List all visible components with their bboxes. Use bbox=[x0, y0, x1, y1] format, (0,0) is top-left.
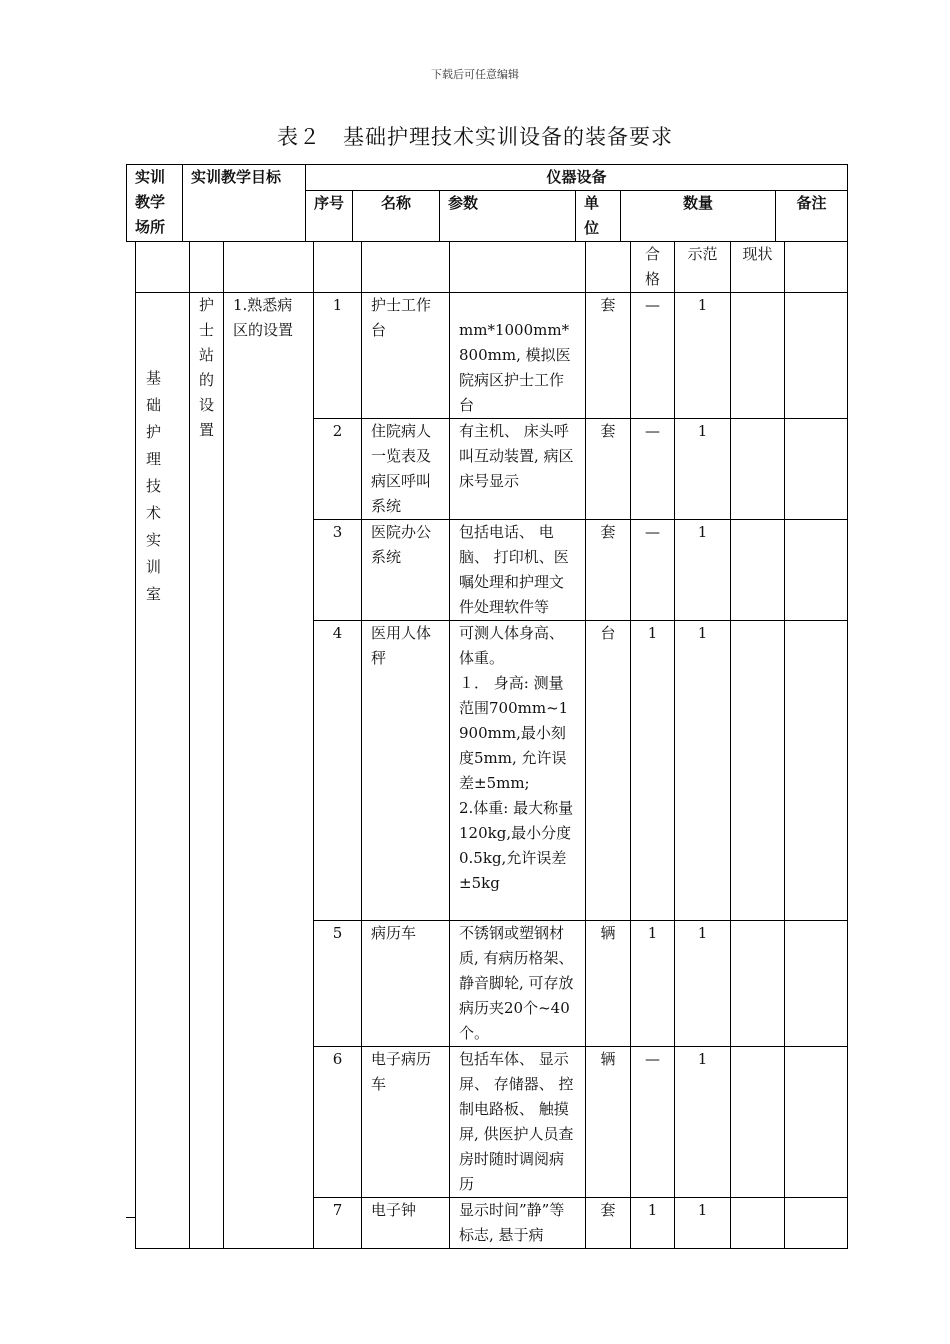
row-seq: 1 bbox=[314, 293, 362, 419]
training-room: 基础护理技术实训室 bbox=[136, 293, 190, 1249]
row-param: 显示时间”静”等标志, 悬于病 bbox=[450, 1198, 586, 1249]
row-remark bbox=[785, 520, 848, 621]
row-name: 病历车 bbox=[362, 921, 450, 1047]
row-demo: 1 bbox=[675, 520, 731, 621]
header-name: 名称 bbox=[353, 191, 440, 242]
row-qualified: 1 bbox=[631, 621, 675, 921]
row-remark bbox=[785, 1198, 848, 1249]
table-row bbox=[136, 293, 848, 419]
row-demo: 1 bbox=[675, 293, 731, 419]
row-qualified: 1 bbox=[631, 1198, 675, 1249]
row-param: 不锈钢或塑钢材质, 有病历格架、 静音脚轮, 可存放病历夹20个~40个。 bbox=[450, 921, 586, 1047]
row-seq: 7 bbox=[314, 1198, 362, 1249]
row-remark bbox=[785, 293, 848, 419]
header-place: 实训教学场所 bbox=[127, 165, 183, 242]
header-param: 参数 bbox=[440, 191, 576, 242]
row-name: 电子钟 bbox=[362, 1198, 450, 1249]
row-remark bbox=[785, 1047, 848, 1198]
row-current bbox=[731, 1047, 785, 1198]
header-remark: 备注 bbox=[776, 191, 848, 242]
row-param: 包括电话、 电脑、 打印机、医嘱处理和护理文件处理软件等 bbox=[450, 520, 586, 621]
table-edge-mark bbox=[126, 1217, 135, 1218]
row-current bbox=[731, 293, 785, 419]
row-demo: 1 bbox=[675, 419, 731, 520]
row-name: 护士工作台 bbox=[362, 293, 450, 419]
row-seq: 6 bbox=[314, 1047, 362, 1198]
row-unit: 辆 bbox=[586, 1047, 631, 1198]
row-name: 医用人体秤 bbox=[362, 621, 450, 921]
goal-group: 护 士 站 的 设 置 bbox=[190, 293, 224, 1249]
row-unit: 套 bbox=[586, 520, 631, 621]
header-qty: 数量 bbox=[621, 191, 776, 242]
row-unit: 辆 bbox=[586, 921, 631, 1047]
row-remark bbox=[785, 921, 848, 1047]
row-name: 住院病人一览表及病区呼叫系统 bbox=[362, 419, 450, 520]
row-remark bbox=[785, 419, 848, 520]
row-current bbox=[731, 419, 785, 520]
row-unit: 台 bbox=[586, 621, 631, 921]
row-qualified: 1 bbox=[631, 921, 675, 1047]
table-header bbox=[126, 164, 848, 242]
row-param: 可测人体身高、体重。 １． 身高: 测量范围700mm~1900mm,最小刻度5mm, 允许误差±5mm; 2.体重: 最大称量120kg,最小分度0.5kg,允许误差±5kg bbox=[450, 621, 586, 921]
row-qualified: — bbox=[631, 520, 675, 621]
row-param: mm*1000mm*800mm, 模拟医院病区护士工作台 bbox=[450, 293, 586, 419]
row-current bbox=[731, 921, 785, 1047]
header-unit: 单位 bbox=[576, 191, 621, 242]
header-note: 下载后可任意编辑 bbox=[431, 68, 519, 81]
header-current: 现状 bbox=[731, 242, 785, 293]
row-param: 有主机、 床头呼叫互动装置, 病区床号显示 bbox=[450, 419, 586, 520]
row-demo: 1 bbox=[675, 1198, 731, 1249]
row-qualified: — bbox=[631, 293, 675, 419]
row-current bbox=[731, 621, 785, 921]
row-unit: 套 bbox=[586, 293, 631, 419]
row-seq: 3 bbox=[314, 520, 362, 621]
goal-item: 1.熟悉病区的设置 bbox=[224, 293, 314, 1249]
row-unit: 套 bbox=[586, 1198, 631, 1249]
row-demo: 1 bbox=[675, 921, 731, 1047]
header-qualified: 合 格 bbox=[645, 245, 661, 288]
row-seq: 2 bbox=[314, 419, 362, 520]
row-unit: 套 bbox=[586, 419, 631, 520]
row-current bbox=[731, 520, 785, 621]
row-seq: 5 bbox=[314, 921, 362, 1047]
header-equipment: 仪器设备 bbox=[306, 165, 848, 191]
header-demo: 示范 bbox=[675, 242, 731, 293]
document-title: 表２ 基础护理技术实训设备的装备要求 bbox=[277, 125, 673, 149]
row-name: 医院办公系统 bbox=[362, 520, 450, 621]
equipment-table bbox=[135, 241, 848, 1249]
row-param: 包括车体、 显示屏、 存储器、 控制电路板、 触摸屏, 供医护人员查房时随时调阅病历 bbox=[450, 1047, 586, 1198]
row-demo: 1 bbox=[675, 1047, 731, 1198]
row-qualified: — bbox=[631, 1047, 675, 1198]
header-seq: 序号 bbox=[306, 191, 353, 242]
header-goal: 实训教学目标 bbox=[183, 165, 306, 242]
row-name: 电子病历车 bbox=[362, 1047, 450, 1198]
row-qualified: — bbox=[631, 419, 675, 520]
row-seq: 4 bbox=[314, 621, 362, 921]
row-remark bbox=[785, 621, 848, 921]
row-demo: 1 bbox=[675, 621, 731, 921]
row-current bbox=[731, 1198, 785, 1249]
subheader-row bbox=[136, 242, 848, 293]
